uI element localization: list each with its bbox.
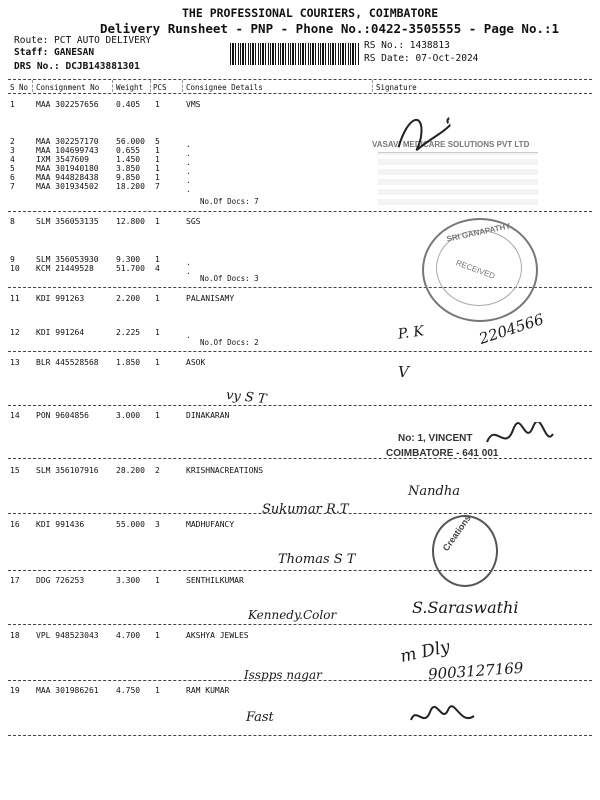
rs-number: RS No.: 1438813 <box>364 40 450 51</box>
row-weight: 1.850 <box>116 358 141 367</box>
creations-stamp-text: Creations <box>440 513 473 553</box>
row-consignee: SGS <box>186 217 201 226</box>
row-consignment: KDI 991436 <box>36 520 85 529</box>
row-consignee: VMS <box>186 100 201 109</box>
row-consignment: SLM 356053930 <box>36 255 99 264</box>
drs-number: DRS No.: DCJB143881301 <box>14 61 140 72</box>
row-weight: 9.300 <box>116 255 141 264</box>
row-pcs: 1 <box>155 100 160 109</box>
rs-date: RS Date: 07-Oct-2024 <box>364 53 479 64</box>
row-consignment: DDG 726253 <box>36 576 85 585</box>
received-stamp-text: RECEIVED <box>454 258 497 281</box>
row-consignment: MAA 302257656 <box>36 100 99 109</box>
col-pcs: PCS <box>153 83 167 92</box>
col-sno: S No <box>10 83 29 92</box>
row-consignee: . <box>186 149 191 158</box>
row-consignment: BLR 445528568 <box>36 358 99 367</box>
ganapathy-stamp-text: SRI GANAPATHY <box>445 221 512 244</box>
row-consignee: SENTHILKUMAR <box>186 576 244 585</box>
runsheet-title: Delivery Runsheet - PNP - Phone No.:0422-3505555 - Page No.:1 <box>100 21 560 36</box>
row-sno: 16 <box>10 520 20 529</box>
row-sno: 19 <box>10 686 20 695</box>
doc-count: No.Of Docs: 3 <box>200 274 259 283</box>
col-weight: Weight <box>116 83 144 92</box>
handwritten-name: vy S T <box>225 387 268 408</box>
handwritten-signature <box>485 422 555 458</box>
row-consignee: . <box>186 258 191 267</box>
row-weight: 2.200 <box>116 294 141 303</box>
row-consignment: SLM 356053135 <box>36 217 99 226</box>
row-pcs: 1 <box>155 576 160 585</box>
row-consignee: RAM KUMAR <box>186 686 230 695</box>
row-consignee: . <box>186 331 191 340</box>
row-sno: 6 <box>10 173 15 182</box>
handwritten-name: Fast <box>246 710 274 725</box>
row-consignee: MADHUFANCY <box>186 520 235 529</box>
row-consignee: . <box>186 267 191 276</box>
row-pcs: 2 <box>155 466 160 475</box>
handwritten-signature: m Dly <box>398 636 452 668</box>
row-sno: 12 <box>10 328 20 337</box>
row-weight: 0.405 <box>116 100 141 109</box>
row-pcs: 1 <box>155 255 160 264</box>
row-pcs: 7 <box>155 182 160 191</box>
row-weight: 18.200 <box>116 182 145 191</box>
row-pcs: 1 <box>155 294 160 303</box>
row-pcs: 4 <box>155 264 160 273</box>
vasavi-stamp: VASAVI MEDICARE SOLUTIONS PVT LTD <box>372 140 530 149</box>
row-sno: 4 <box>10 155 15 164</box>
row-pcs: 1 <box>155 155 160 164</box>
handwritten-address: Isspps nagar <box>244 668 322 682</box>
row-weight: 28.200 <box>116 466 145 475</box>
row-pcs: 1 <box>155 146 160 155</box>
row-pcs: 5 <box>155 137 160 146</box>
row-sno: 13 <box>10 358 20 367</box>
row-weight: 2.225 <box>116 328 141 337</box>
row-weight: 1.450 <box>116 155 141 164</box>
row-sno: 14 <box>10 411 20 420</box>
row-consignee: . <box>186 185 191 194</box>
row-pcs: 1 <box>155 217 160 226</box>
col-signature: Signature <box>376 83 417 92</box>
row-pcs: 1 <box>155 686 160 695</box>
staff-label: Staff: GANESAN <box>14 47 95 58</box>
handwritten-phone: 9003127169 <box>427 658 524 684</box>
row-weight: 12.800 <box>116 217 145 226</box>
row-weight: 4.700 <box>116 631 141 640</box>
row-pcs: 1 <box>155 411 160 420</box>
row-sno: 18 <box>10 631 20 640</box>
row-pcs: 3 <box>155 520 160 529</box>
row-consignment: VPL 948523043 <box>36 631 99 640</box>
row-consignee: . <box>186 176 191 185</box>
row-sno: 15 <box>10 466 20 475</box>
row-pcs: 1 <box>155 358 160 367</box>
row-weight: 0.655 <box>116 146 141 155</box>
row-consignment: KCM 21449528 <box>36 264 94 273</box>
row-weight: 4.750 <box>116 686 141 695</box>
row-consignee: DINAKARAN <box>186 411 230 420</box>
handwritten-name: Thomas S T <box>278 552 356 567</box>
row-sno: 5 <box>10 164 15 173</box>
row-sno: 3 <box>10 146 15 155</box>
row-sno: 9 <box>10 255 15 264</box>
row-consignee: KRISHNACREATIONS <box>186 466 264 475</box>
handwritten-signature: P. K <box>397 323 425 343</box>
row-sno: 10 <box>10 264 20 273</box>
row-sno: 1 <box>10 100 15 109</box>
row-weight: 51.700 <box>116 264 145 273</box>
row-consignee: . <box>186 167 191 176</box>
row-consignment: MAA 944828438 <box>36 173 99 182</box>
row-weight: 3.000 <box>116 411 141 420</box>
row-weight: 55.000 <box>116 520 145 529</box>
row-consignment: MAA 301934502 <box>36 182 99 191</box>
row-consignee: AKSHYA JEWLES <box>186 631 249 640</box>
doc-count: No.Of Docs: 2 <box>200 338 259 347</box>
row-consignee: ASOK <box>186 358 206 367</box>
row-consignee: . <box>186 158 191 167</box>
row-consignment: KDI 991263 <box>36 294 85 303</box>
handwritten-signature <box>388 103 457 170</box>
handwritten-signature: V <box>398 363 409 381</box>
row-consignment: MAA 301940180 <box>36 164 99 173</box>
handwritten-name: Kennedy.Color <box>248 608 337 622</box>
row-consignment: MAA 301986261 <box>36 686 99 695</box>
row-pcs: 1 <box>155 328 160 337</box>
row-sno: 2 <box>10 137 15 146</box>
row-sno: 8 <box>10 217 15 226</box>
row-consignment: PON 9604856 <box>36 411 89 420</box>
barcode-image <box>230 43 360 65</box>
row-consignment: SLM 356107916 <box>36 466 99 475</box>
row-weight: 3.300 <box>116 576 141 585</box>
row-weight: 56.000 <box>116 137 145 146</box>
col-consignment: Consignment No <box>36 83 100 92</box>
row-pcs: 1 <box>155 631 160 640</box>
handwritten-name: Sukumar R.T <box>262 502 349 517</box>
row-sno: 11 <box>10 294 20 303</box>
coimbatore-stamp: COIMBATORE - 641 001 <box>386 448 499 459</box>
route-label: Route: PCT AUTO DELIVERY <box>14 35 152 46</box>
doc-count: No.Of Docs: 7 <box>200 197 259 206</box>
col-consignee: Consignee Details <box>186 83 263 92</box>
row-consignee: PALANISAMY <box>186 294 235 303</box>
row-consignee: . <box>186 140 191 149</box>
handwritten-signature <box>408 702 478 734</box>
row-sno: 17 <box>10 576 20 585</box>
vincent-stamp: No: 1, VINCENT <box>398 433 473 444</box>
row-pcs: 1 <box>155 164 160 173</box>
row-sno: 7 <box>10 182 15 191</box>
company-title: THE PROFESSIONAL COURIERS, COIMBATORE <box>182 6 439 20</box>
row-consignment: KDI 991264 <box>36 328 85 337</box>
row-pcs: 1 <box>155 173 160 182</box>
handwritten-name: S.Saraswathi <box>412 598 519 617</box>
handwritten-signature: Nandha <box>408 484 460 499</box>
row-consignment: MAA 302257170 <box>36 137 99 146</box>
row-weight: 9.850 <box>116 173 141 182</box>
handwritten-number: 2204566 <box>476 310 546 348</box>
row-consignment: MAA 104699743 <box>36 146 99 155</box>
row-weight: 3.850 <box>116 164 141 173</box>
row-consignment: IXM 3547609 <box>36 155 89 164</box>
